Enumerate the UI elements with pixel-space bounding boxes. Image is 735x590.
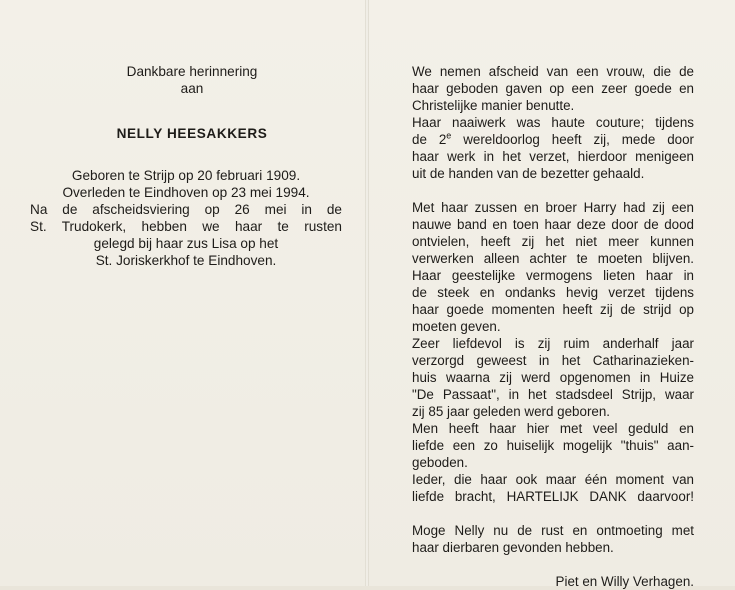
- text-line: de steek en ondanks hevig verzet tijdens: [412, 285, 694, 300]
- text-line: Haar geestelijke vermogens lieten haar in: [412, 268, 694, 283]
- left-panel: [30, 63, 342, 269]
- text-line: liefde bracht, HARTELIJK DANK daarvoor!: [412, 489, 694, 504]
- signature: Piet en Willy Verhagen.: [555, 574, 694, 589]
- text-line: haar dierbaren gevonden hebben.: [412, 540, 614, 555]
- text-line: Men heeft haar hier met veel geduld en: [412, 421, 694, 436]
- details-line: St. Joriskerkhof te Eindhoven.: [95, 253, 277, 268]
- text-line: haar geboden gaven op een zeer goede en: [412, 81, 694, 96]
- details-line: St. Trudokerk, hebben we haar te rusten: [30, 219, 342, 234]
- text-line-wwii: [412, 131, 694, 148]
- details-line: gelegd bij haar zus Lisa op het: [93, 236, 279, 251]
- right-panel: [412, 63, 694, 590]
- text-line: Moge Nelly nu de rust en ontmoeting met: [412, 523, 694, 538]
- text-line: verwerken alleen achter te moeten blijven.: [412, 251, 694, 266]
- text-line: Christelijke manier benutte.: [412, 98, 575, 113]
- text-line: huis waarna zij werd opgenomen in Huize: [412, 370, 694, 385]
- paragraph-life: [412, 199, 694, 505]
- text-fragment: wereldoorlog heeft zij, mede door: [451, 132, 694, 147]
- details-line: Geboren te Strijp op 20 februari 1909.: [71, 168, 301, 183]
- heading-remembrance: Dankbare herinnering: [126, 64, 258, 79]
- text-line: haar goede momenten heeft zij de strijd op: [412, 302, 694, 317]
- details-line: Na de afscheidsviering op 26 mei in de: [30, 202, 342, 217]
- text-line: zij 85 jaar geleden werd geboren.: [412, 404, 611, 419]
- text-line: moeten geven.: [412, 319, 501, 334]
- ordinal-superscript: e: [446, 130, 452, 141]
- text-line: Ieder, die haar ook maar één moment van: [412, 472, 694, 487]
- text-fragment: de 2: [412, 132, 447, 147]
- text-line: Haar naaiwerk was haute couture; tijdens: [412, 115, 694, 130]
- life-details: [30, 167, 342, 269]
- text-line: Zeer liefdevol is zij ruim anderhalf jaar: [412, 336, 694, 351]
- text-line: haar werk in het verzet, hierdoor menigeen: [412, 149, 694, 164]
- text-line: uit de handen van de bezetter gehaald.: [412, 166, 645, 181]
- paragraph-tribute: [412, 63, 694, 182]
- text-line: Met haar zussen en broer Harry had zij een: [412, 200, 694, 215]
- text-line: verzorgd geweest in het Catharinazieken-: [412, 353, 694, 368]
- paragraph-closing: [412, 522, 694, 556]
- text-line: liefde een zo huiselijk mogelijk "thuis" aan-: [412, 438, 694, 453]
- text-line: nauwe band en toen haar deze door de dood: [412, 217, 694, 232]
- details-line: Overleden te Eindhoven op 23 mei 1994.: [62, 185, 310, 200]
- text-line: "De Passaat", in het stadsdeel Strijp, waar: [412, 387, 694, 402]
- heading-to: aan: [180, 81, 204, 96]
- text-line: geboden.: [412, 455, 468, 470]
- fold-crease: [365, 0, 369, 586]
- text-line: ontvielen, heeft zij het niet meer kunnen: [412, 234, 694, 249]
- text-line: We nemen afscheid van een vrouw, die de: [412, 64, 694, 79]
- deceased-name: NELLY HEESAKKERS: [116, 126, 268, 141]
